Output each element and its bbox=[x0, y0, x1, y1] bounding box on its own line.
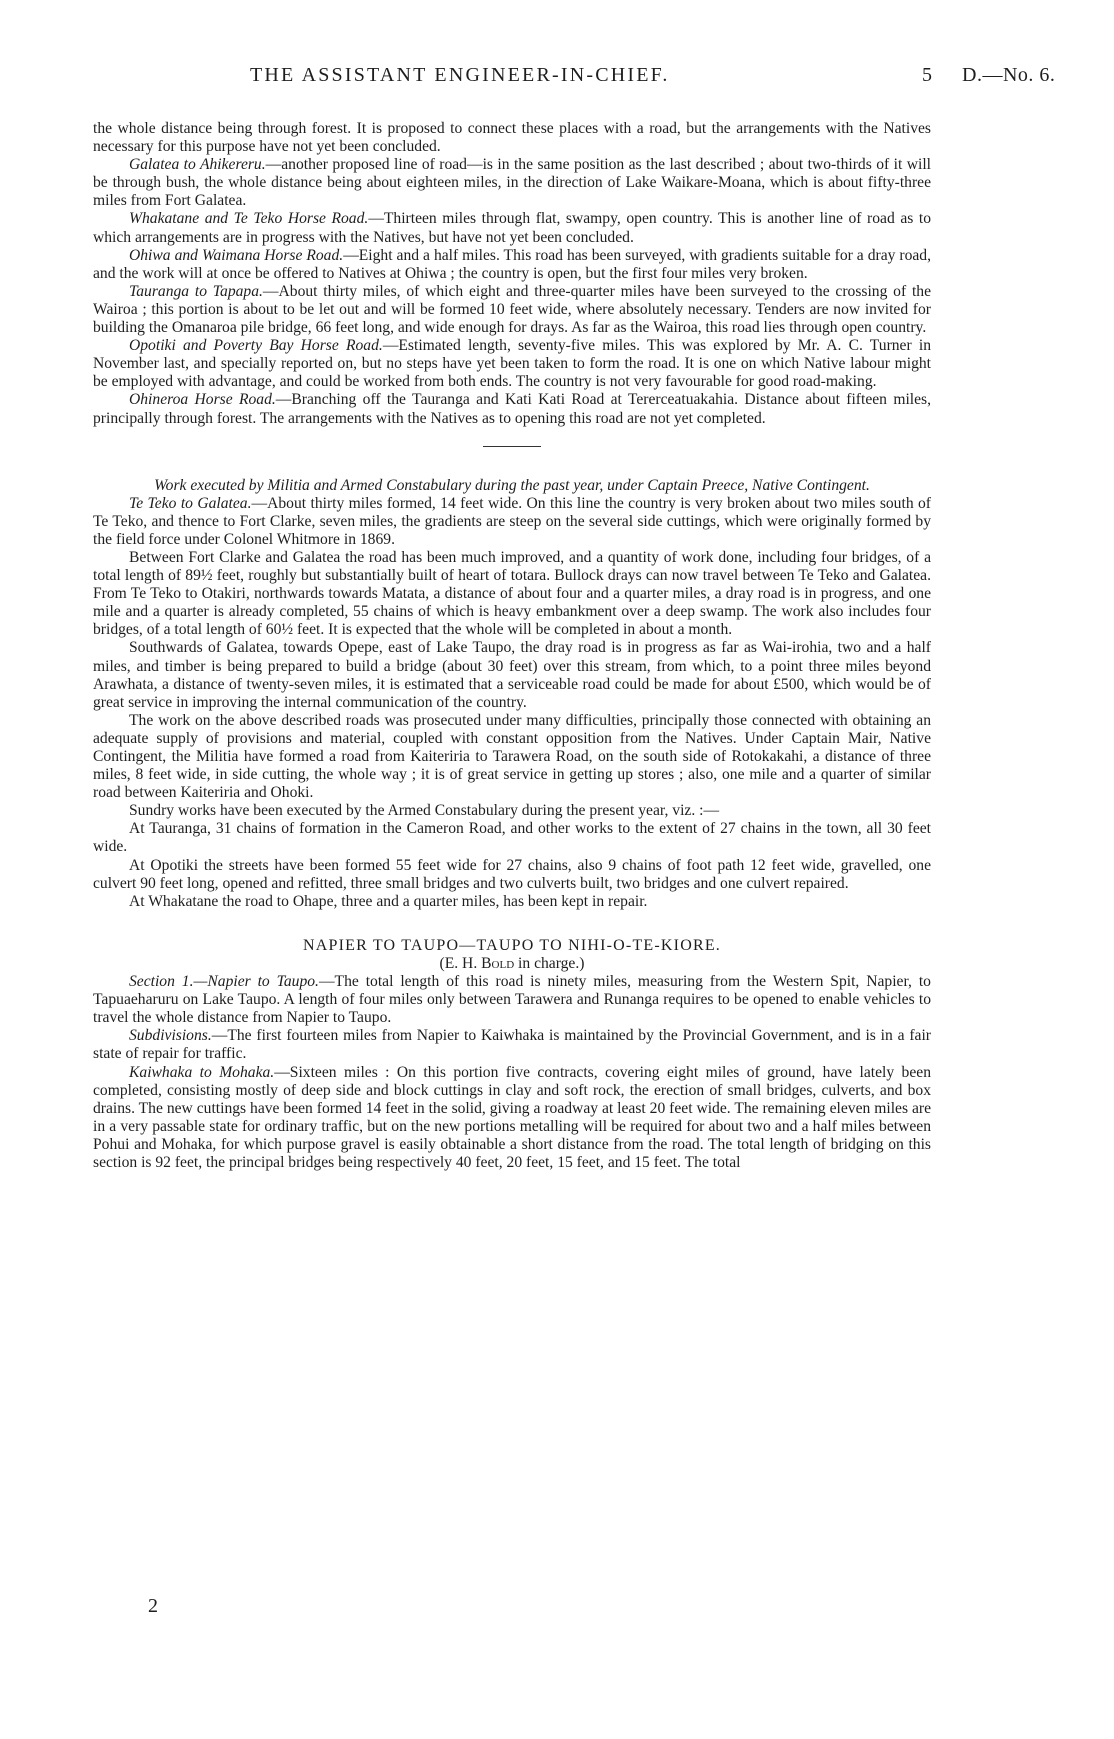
paragraph-heading: Subdivisions. bbox=[129, 1027, 212, 1045]
paragraph-heading: Tauranga to Tapapa. bbox=[129, 282, 263, 300]
header-title: THE ASSISTANT ENGINEER-IN-CHIEF. bbox=[250, 64, 670, 86]
paragraph-napier-to-taupo: Section 1.—Napier to Taupo.—The total length of this road is ninety miles, measuring from the Western Spit, Napier, to Tapuaeharuru on Lake Taupo. A length of four miles only between Tarawera and Runanga requires to be opened to enable vehicles to travel the whole distance from Napier to Taupo. bbox=[93, 973, 931, 1027]
signature-mark: 2 bbox=[148, 1595, 158, 1617]
body-text bbox=[93, 120, 931, 1172]
page-number: 5 bbox=[922, 64, 932, 86]
paragraph-te-teko-galatea: Te Teko to Galatea.—About thirty miles formed, 14 feet wide. On this line the country is very broken about two miles south of Te Teko, and thence to Fort Clarke, seven miles, the gradients are steep on the several side cuttings, which were originally formed by the field force under Colonel Whitmore in 1869. bbox=[93, 494, 931, 548]
paragraph: Sundry works have been executed by the Armed Constabulary during the present year, viz. :— bbox=[129, 802, 720, 820]
paragraph-heading: Galatea to Ahikereru. bbox=[129, 156, 266, 174]
paragraph: Southwards of Galatea, towards Opepe, east of Lake Taupo, the dray road is in progress as far as Wai-irohia, two and a half miles, and timber is being prepared to build a bridge (about 30 feet) over this stream, from which, to a point three miles beyond Arawhata, a distance of twenty-seven miles, it is estimated that a serviceable road could be made for about £500, which would be of great service in improving the internal communication of the country. bbox=[93, 639, 931, 711]
section-heading-napier-taupo: NAPIER TO TAUPO—TAUPO TO NIHI-O-TE-KIORE. bbox=[302, 936, 722, 954]
paragraph-heading: Ohineroa Horse Road. bbox=[129, 391, 276, 409]
paragraph-heading: Kaiwhaka to Mohaka. bbox=[129, 1063, 275, 1081]
section-heading-militia: Work executed by Militia and Armed Constabulary during the past year, under Captain Preece, Native Contingent. bbox=[154, 476, 870, 494]
paragraph: At Tauranga, 31 chains of formation in the Cameron Road, and other works to the extent of 27 chains in the town, all 30 feet wide. bbox=[93, 820, 931, 856]
paragraph: The work on the above described roads was prosecuted under many difficulties, principally those connected with obtaining an adequate supply of provisions and material, coupled with constant opposition from the Natives. Under Captain Mair, Native Contingent, the Militia have formed a road from Kaiteriria to Tarawera Road, on the south side of Rotokakahi, a distance of three miles, 8 feet wide, in side cutting, the whole way ; it is of great service in getting up stores ; also, one mile and a quarter of similar road between Kaiteriria and Ohoki. bbox=[93, 711, 931, 802]
paragraph: the whole distance being through forest. It is proposed to connect these places with a road, but the arrangements with the Natives necessary for this purpose have not yet been concluded. bbox=[93, 120, 931, 156]
paragraph: At Opotiki the streets have been formed 55 feet wide for 27 chains, also 9 chains of foot path 12 feet wide, gravelled, one culvert 90 feet long, opened and refitted, three small bridges and two culverts built, two bridges and one culvert repaired. bbox=[93, 856, 931, 892]
paragraph-heading: Te Teko to Galatea. bbox=[129, 494, 252, 512]
paragraph-heading: Opotiki and Poverty Bay Horse Road. bbox=[129, 337, 383, 355]
section-divider bbox=[483, 446, 541, 447]
document-reference: D.—No. 6. bbox=[962, 64, 1056, 86]
paragraph-whakatane-te-teko: Whakatane and Te Teko Horse Road.—Thirteen miles through flat, swampy, open country. This is another line of road as to which arrangements are in progress with the Natives, but have not yet been concluded. bbox=[93, 210, 931, 246]
paragraph-tauranga-tapapa: Tauranga to Tapapa.—About thirty miles, of which eight and three-quarter miles have been surveyed to the crossing of the Wairoa ; this portion is about to be let out and will be formed 10 feet wide, where absolutely necessary. Tenders are now invited for building the Omanaroa pile bridge, 66 feet long, and wide enough for drays. As far as the Wairoa, this road lies through open country. bbox=[93, 282, 931, 337]
running-header bbox=[0, 64, 1114, 94]
paragraph-heading: Whakatane and Te Teko Horse Road. bbox=[129, 210, 369, 228]
paragraph-kaiwhaka-mohaka: Kaiwhaka to Mohaka.—Sixteen miles : On this portion five contracts, covering eight miles of ground, have lately been completed, consisting mostly of deep side and block cuttings in clay and soft rock, the erection of small bridges, culverts, and box drains. The new cuttings have been formed 14 feet in the solid, giving a roadway at least 20 feet wide. The remaining eleven miles are in a very passable state for ordinary traffic, but on the new portions metalling will be required for about two and a half miles between Pohui and Mohaka, for which purpose gravel is easily obtainable a short distance from the road. The total length of bridging on this section is 92 feet, the principal bridges being respectively 40 feet, 20 feet, 15 feet, and 15 feet. The total bbox=[93, 1063, 931, 1171]
paragraph-heading: Ohiwa and Waimana Horse Road. bbox=[129, 246, 344, 264]
paragraph-subdivisions: Subdivisions.—The first fourteen miles from Napier to Kaiwhaka is maintained by the Provincial Government, and is in a fair state of repair for traffic. bbox=[93, 1027, 931, 1063]
paragraph: At Whakatane the road to Ohape, three and a quarter miles, has been kept in repair. bbox=[129, 892, 648, 910]
paragraph-opotiki-poverty-bay: Opotiki and Poverty Bay Horse Road.—Estimated length, seventy-five miles. This was explored by Mr. A. C. Turner in November last, and specially reported on, but no steps have yet been taken to form the road. It is one on which Native labour might be employed with advantage, and could be worked from both ends. The country is not very favourable for good road-making. bbox=[93, 337, 931, 391]
paragraph-ohineroa: Ohineroa Horse Road.—Branching off the Tauranga and Kati Kati Road at Tererceatuakahia. Distance about fifteen miles, principally through forest. The arrangements with the Natives as to opening this road are not yet completed. bbox=[93, 391, 931, 427]
paragraph-heading: Section 1.—Napier to Taupo. bbox=[129, 973, 319, 991]
paragraph: Between Fort Clarke and Galatea the road has been much improved, and a quantity of work done, including four bridges, of a total length of 89½ feet, roughly but substantially built of heart of totara. Bullock drays can now travel between Te Teko and Galatea. From Te Teko to Otakiri, northwards towards Matata, a distance of about four and a quarter miles, a dray road is in progress, and one mile and a quarter is already completed, 55 chains of which is heavy embankment over a deep swamp. The work also includes four bridges, of a total length of 60½ feet. It is expected that the whole will be completed in about a month. bbox=[93, 548, 931, 639]
spacer bbox=[93, 911, 931, 937]
officer-in-charge: (E. H. Bold in charge.) bbox=[439, 954, 585, 972]
paragraph-ohiwa-waimana: Ohiwa and Waimana Horse Road.—Eight and a half miles. This road has been surveyed, with gradients suitable for a dray road, and the work will at once be offered to Natives at Ohiwa ; the country is open, but the first four miles very broken. bbox=[93, 246, 932, 282]
paragraph-galatea-ahikereru: Galatea to Ahikereru.—another proposed line of road—is in the same position as the last described ; about two-thirds of it will be through bush, the whole distance being about eighteen miles, in the direction of Lake Waikare-Moana, which is about fifty-three miles from Fort Galatea. bbox=[93, 156, 931, 210]
